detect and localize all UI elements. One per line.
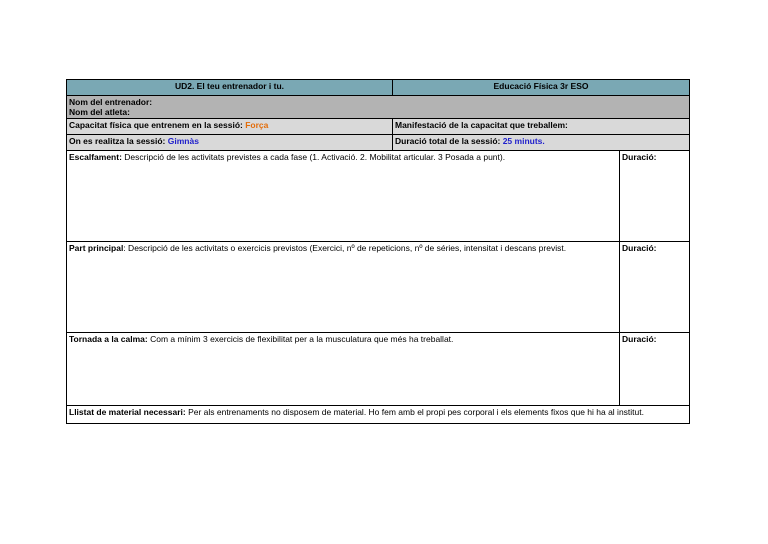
total-duration-cell[interactable]	[393, 135, 690, 151]
capacity-label: Capacitat física que entrenem en la sessió:	[69, 120, 246, 130]
warmup-title: Escalfament:	[69, 152, 122, 162]
warmup-row	[67, 151, 690, 242]
cooldown-cell[interactable]	[67, 333, 620, 406]
manifestation-label: Manifestació de la capacitat que treballem:	[395, 120, 568, 130]
coach-name-label: Nom del entrenador:	[69, 97, 153, 107]
location-label: On es realitza la sessió:	[69, 136, 168, 146]
capacity-row	[67, 119, 690, 135]
manifestation-cell[interactable]	[393, 119, 690, 135]
material-row	[67, 406, 690, 424]
material-title: Llistat de material necessari:	[69, 407, 186, 417]
location-cell[interactable]	[67, 135, 393, 151]
cooldown-text: Com a mínim 3 exercicis de flexibilitat per a la musculatura que més ha treballat.	[147, 334, 454, 344]
total-duration-value: 25 minuts.	[502, 136, 545, 146]
total-duration-label: Duració total de la sessió:	[395, 136, 503, 146]
warmup-text: Descripció de les activitats previstes a cada fase (1. Activació. 2. Mobilitat articular. 3 Posada a punt).	[121, 152, 506, 162]
course-title: Educació Física 3r ESO	[393, 80, 690, 96]
location-row	[67, 135, 690, 151]
unit-title: UD2. El teu entrenador i tu.	[67, 80, 393, 96]
main-part-row	[67, 242, 690, 333]
warmup-duration-label: Duració:	[622, 152, 657, 162]
location-value: Gimnàs	[167, 136, 199, 146]
main-duration-cell[interactable]	[620, 242, 690, 333]
names-row	[67, 96, 690, 119]
capacity-value: Força	[245, 120, 269, 130]
capacity-cell[interactable]	[67, 119, 393, 135]
cooldown-row	[67, 333, 690, 406]
cooldown-title: Tornada a la calma:	[69, 334, 148, 344]
session-sheet-table	[66, 79, 690, 424]
names-cell[interactable]	[67, 96, 690, 119]
main-duration-label: Duració:	[622, 243, 657, 253]
warmup-cell[interactable]	[67, 151, 620, 242]
material-text: Per als entrenaments no disposem de material. Ho fem amb el propi pes corporal i els elements fixos que hi ha al institut.	[185, 407, 644, 417]
cooldown-duration-label: Duració:	[622, 334, 657, 344]
athlete-name-label: Nom del atleta:	[69, 107, 130, 117]
cooldown-duration-cell[interactable]	[620, 333, 690, 406]
main-part-text: : Descripció de les activitats o exercicis previstos (Exercici, nº de repeticions, nº de séries, intensitat i descans previst.	[123, 243, 567, 253]
warmup-duration-cell[interactable]	[620, 151, 690, 242]
main-part-title: Part principal	[69, 243, 124, 253]
main-part-cell[interactable]	[67, 242, 620, 333]
header-row	[67, 80, 690, 96]
material-cell[interactable]	[67, 406, 690, 424]
